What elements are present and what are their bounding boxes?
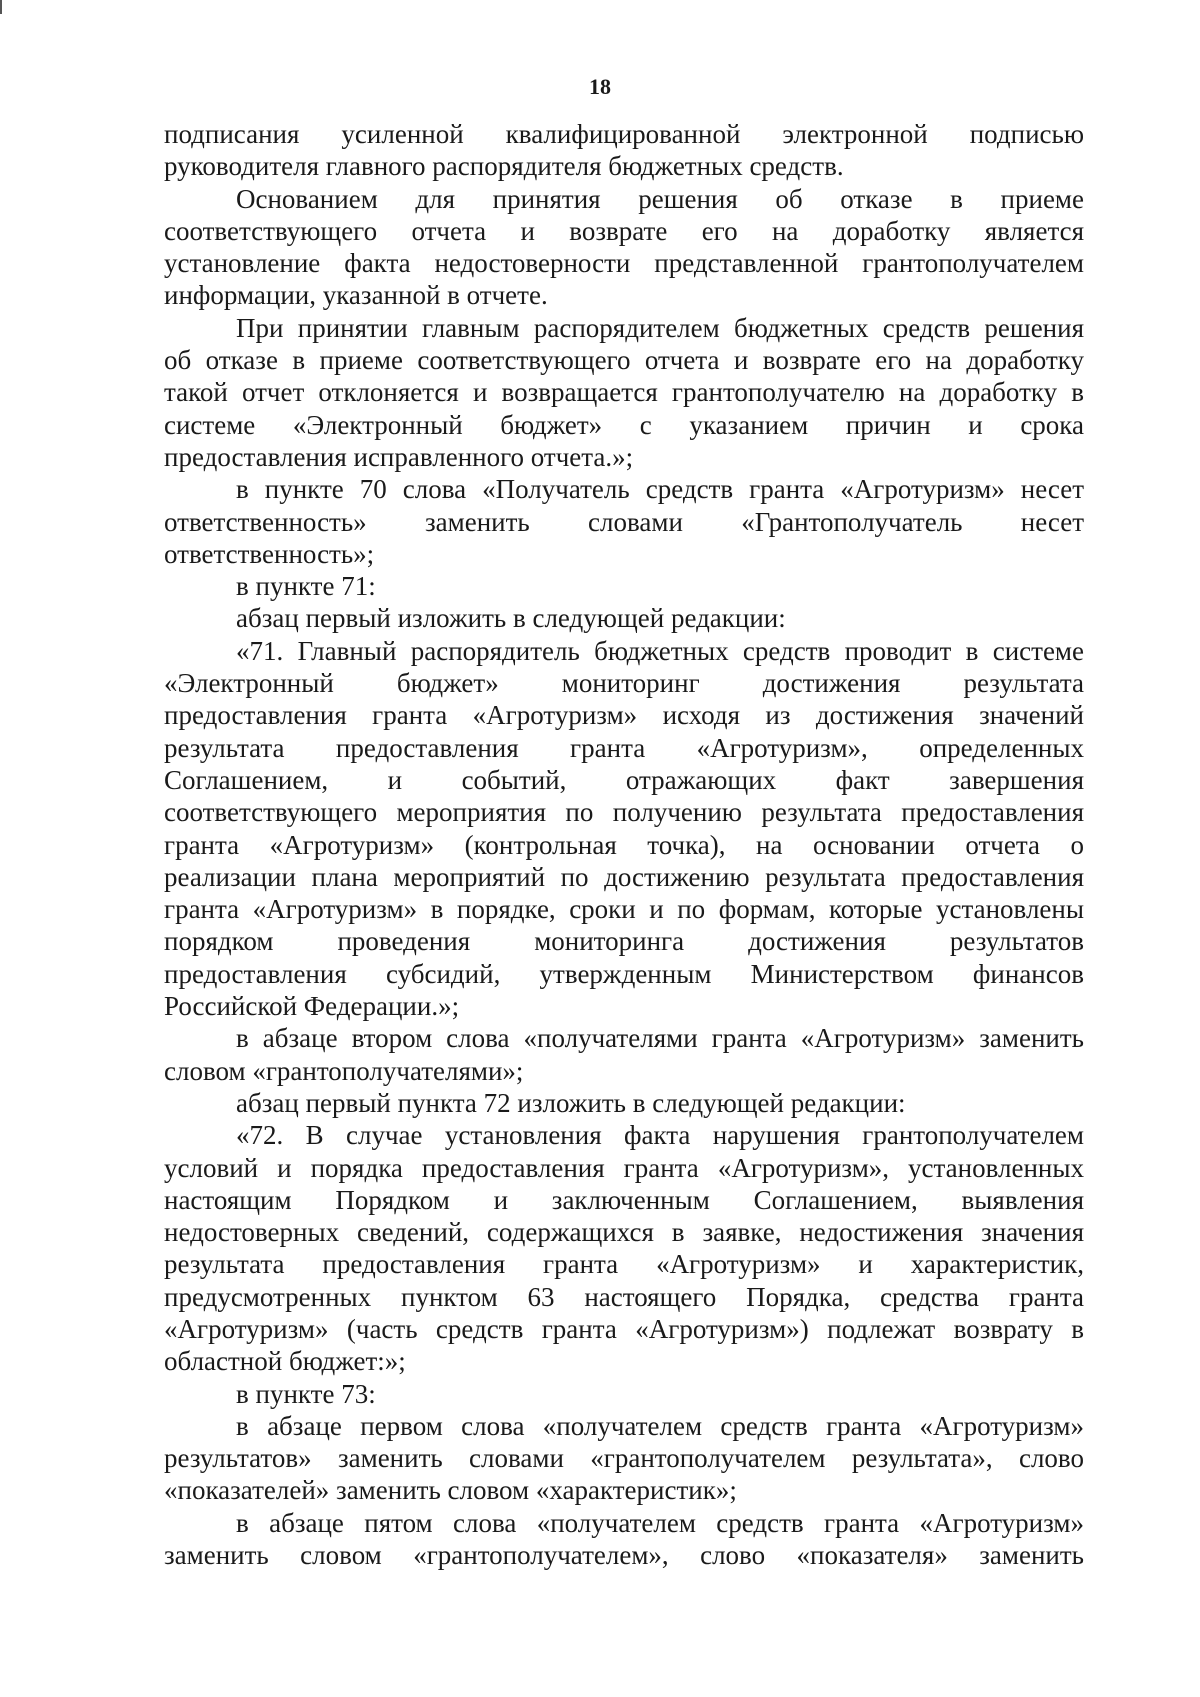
text-line: «Электронный бюджет» мониторинг достижения результата [164,668,1084,699]
text-line: «показателей» заменить словом «характеристик»; [164,1475,737,1506]
text-line: в абзаце пятом слова «получателем средств гранта «Агротуризм» [236,1507,1084,1538]
text-line: соответствующего мероприятия по получению результата предоставления [164,797,1084,828]
text-line: ответственность» заменить словами «Грантополучатель несет [164,506,1084,537]
text-line: настоящим Порядком и заключенным Соглашением, выявления [164,1184,1084,1215]
text-line: областной бюджет:»; [164,1346,406,1377]
text-line: словом «грантополучателями»; [164,1055,524,1086]
text-line: «71. Главный распорядитель бюджетных средств проводит в системе [236,635,1084,666]
page-number: 18 [589,74,611,99]
text-line: установление факта недостоверности представленной грантополучателем [164,248,1084,279]
text-line: руководителя главного распорядителя бюджетных средств. [164,151,844,182]
text-line: об отказе в приеме соответствующего отчета и возврате его на доработку [164,345,1084,376]
text-line: реализации плана мероприятий по достижению результата предоставления [164,861,1084,892]
text-line: системе «Электронный бюджет» с указанием причин и срока [164,409,1084,440]
text-line: соответствующего отчета и возврате его на доработку является [164,215,1084,246]
text-line: результатов» заменить словами «грантополучателем результата», слово [164,1443,1084,1474]
text-line: Российской Федерации.»; [164,991,460,1022]
text-line: Основанием для принятия решения об отказе в приеме [236,183,1084,214]
text-line: При принятии главным распорядителем бюджетных средств решения [236,312,1084,343]
text-line: в абзаце первом слова «получателем средств гранта «Агротуризм» [236,1410,1084,1441]
text-line: в пункте 70 слова «Получатель средств гранта «Агротуризм» несет [236,474,1084,505]
text-line: «72. В случае установления факта нарушения грантополучателем [236,1120,1084,1151]
text-line: ответственность»; [164,538,375,569]
document-body [164,118,1084,1571]
text-line: заменить словом «грантополучателем», слово «показателя» заменить [164,1540,1084,1571]
text-line: подписания усиленной квалифицированной электронной подписью [164,119,1084,149]
text-line: предоставления гранта «Агротуризм» исходя из достижения значений [164,700,1084,731]
text-line: «Агротуризм» (часть средств гранта «Агротуризм») подлежат возврату в [164,1313,1084,1344]
text-line: Соглашением, и событий, отражающих факт завершения [164,764,1084,795]
text-line: предоставления субсидий, утвержденным Министерством финансов [164,958,1084,989]
text-line: гранта «Агротуризм» в порядке, сроки и по формам, которые установлены [164,894,1084,925]
text-line: недостоверных сведений, содержащихся в заявке, недостижения значения [164,1217,1084,1248]
text-line: предоставления исправленного отчета.»; [164,441,634,472]
text-line: абзац первый пункта 72 изложить в следующей редакции: [236,1087,906,1118]
text-line: абзац первый изложить в следующей редакции: [236,603,786,634]
text-line: информации, указанной в отчете. [164,280,548,311]
text-line: в абзаце втором слова «получателями гранта «Агротуризм» заменить [236,1023,1084,1054]
text-line: условий и порядка предоставления гранта «Агротуризм», установленных [164,1152,1084,1183]
scan-margin-mark [0,0,2,14]
text-line: такой отчет отклоняется и возвращается грантополучателю на доработку в [164,377,1084,408]
text-line: в пункте 73: [236,1378,376,1409]
text-line: результата предоставления гранта «Агротуризм» и характеристик, [164,1249,1084,1280]
text-line: гранта «Агротуризм» (контрольная точка), на основании отчета о [164,829,1084,860]
text-line: в пункте 71: [236,571,376,602]
text-line: предусмотренных пунктом 63 настоящего Порядка, средства гранта [164,1281,1084,1312]
text-line: результата предоставления гранта «Агротуризм», определенных [164,732,1084,763]
text-line: порядком проведения мониторинга достижения результатов [164,926,1084,957]
